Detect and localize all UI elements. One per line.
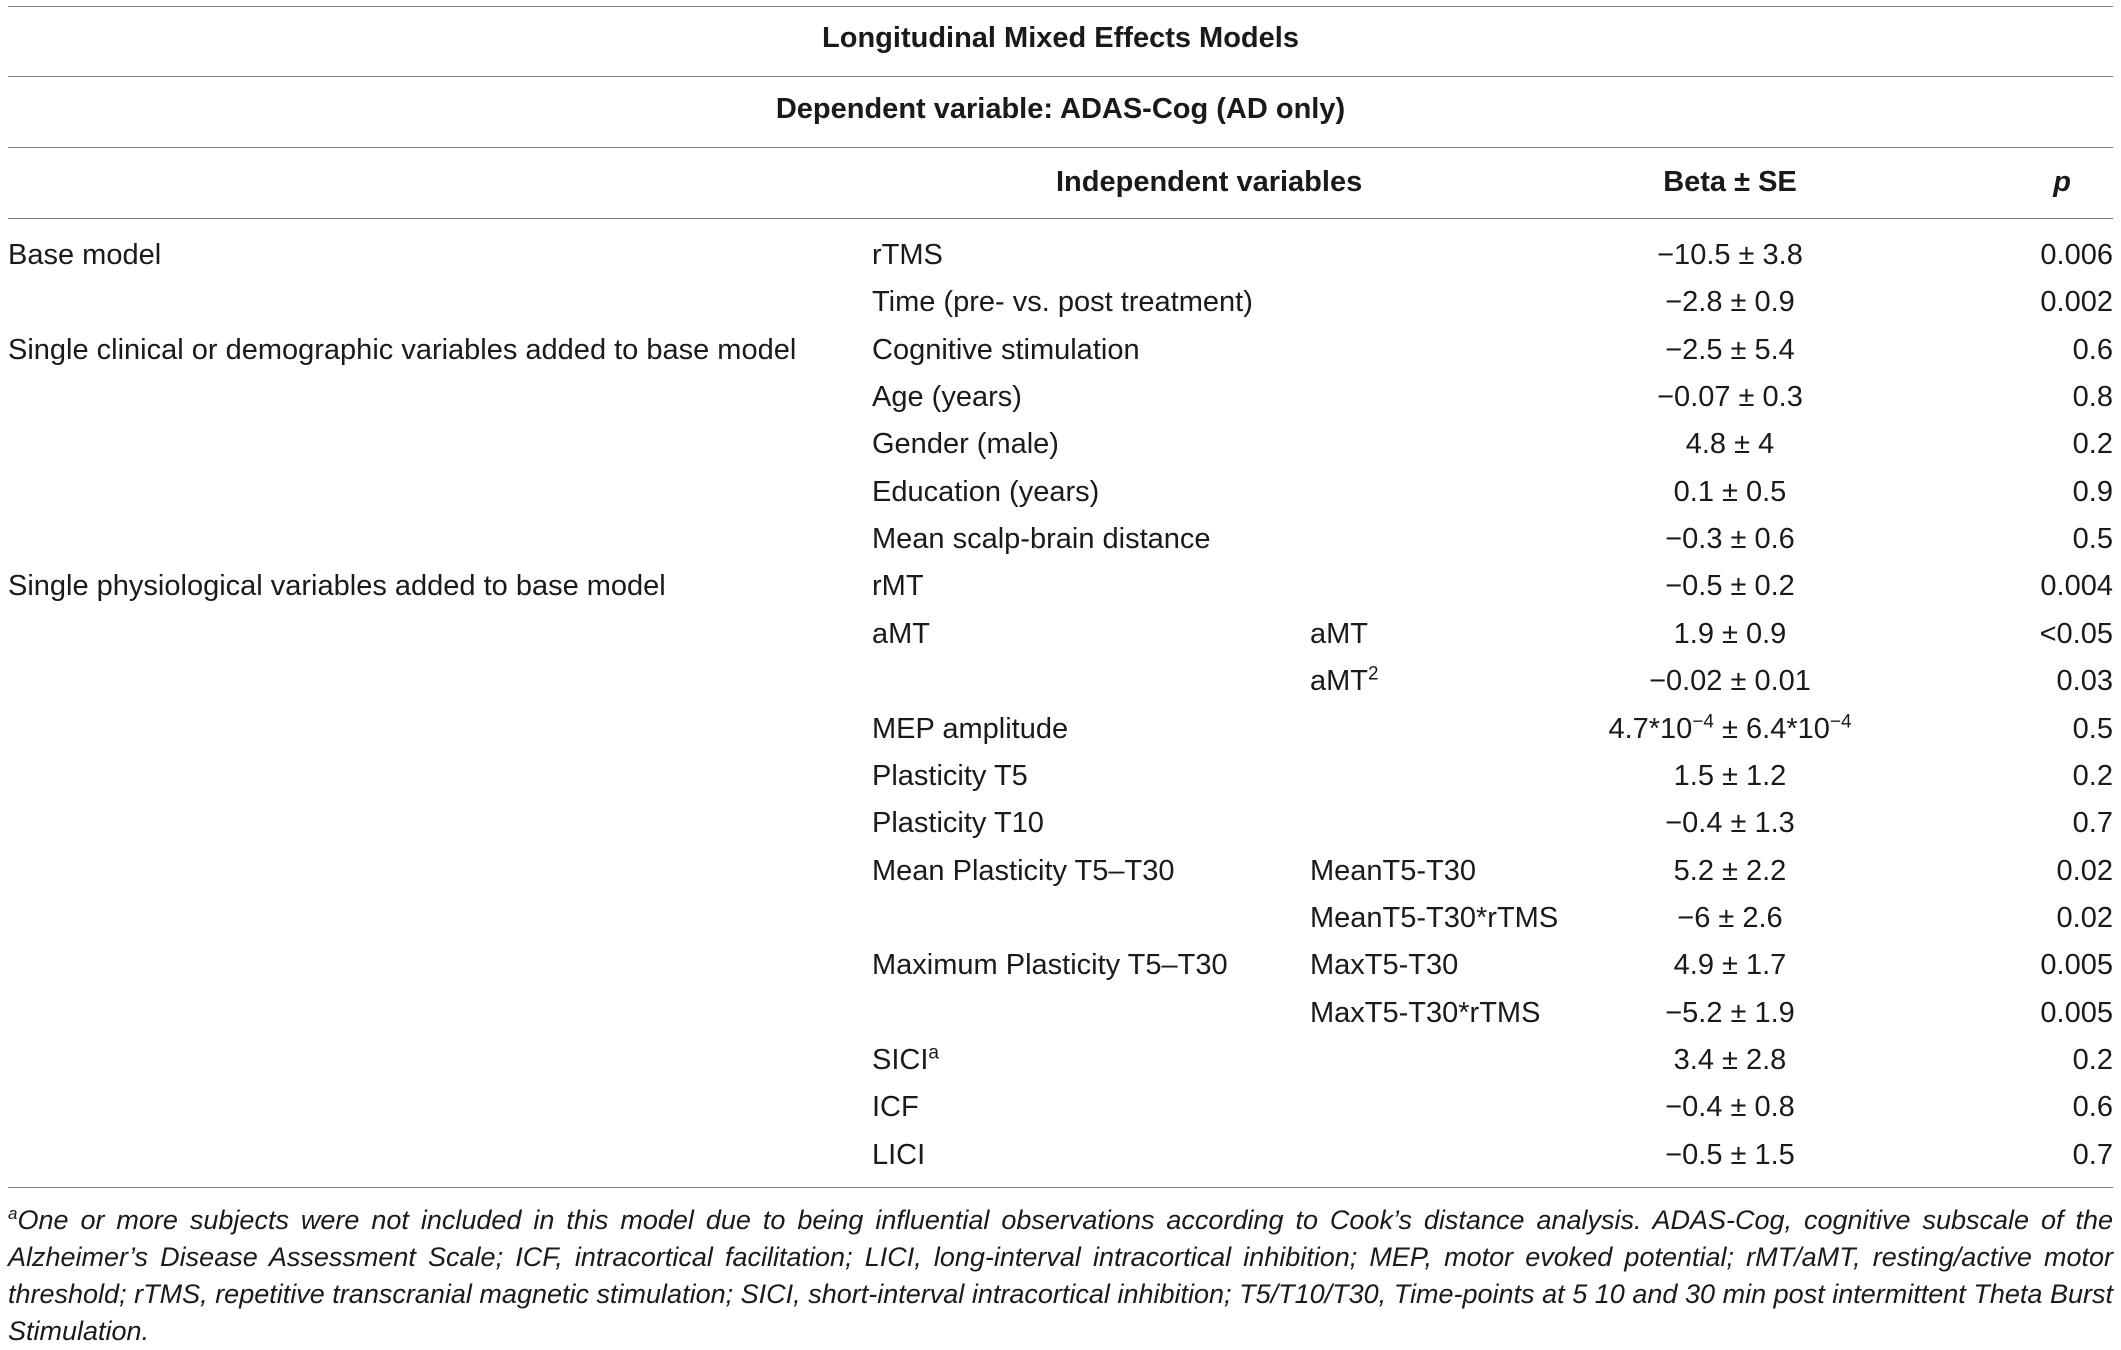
row-variable bbox=[872, 848, 1175, 895]
row-variable-text: Age (years) bbox=[872, 381, 1022, 414]
row-variable bbox=[872, 800, 1044, 847]
row-p-value bbox=[2073, 753, 2113, 800]
row-sub-variable bbox=[1310, 990, 1540, 1037]
row-beta-se bbox=[1580, 800, 1880, 847]
row-sub-variable bbox=[1310, 658, 1379, 705]
table-row bbox=[0, 232, 2121, 279]
row-beta-se-text: −0.4 ± 0.8 bbox=[1665, 1091, 1795, 1124]
table-row bbox=[0, 421, 2121, 468]
row-variable-text: Education (years) bbox=[872, 475, 1100, 508]
row-variable-text: LICI bbox=[872, 1138, 926, 1171]
row-group-label-text: Base model bbox=[8, 239, 162, 271]
row-beta-se bbox=[1580, 516, 1880, 563]
row-sub-variable-superscript: 2 bbox=[1368, 663, 1379, 685]
row-beta-se-text: −2.8 ± 0.9 bbox=[1665, 286, 1795, 319]
row-p-value bbox=[2073, 1132, 2113, 1179]
row-beta-se-text: 1.5 ± 1.2 bbox=[1673, 759, 1787, 792]
row-p-value-text: 0.2 bbox=[2072, 759, 2113, 792]
row-sub-variable bbox=[1310, 848, 1476, 895]
row-variable bbox=[872, 1037, 939, 1084]
table-row bbox=[0, 1037, 2121, 1084]
row-sub-variable bbox=[1310, 942, 1458, 989]
row-beta-se bbox=[1580, 1084, 1880, 1131]
row-p-value-text: 0.002 bbox=[2040, 286, 2113, 319]
row-variable bbox=[872, 611, 930, 658]
footnote-marker: a bbox=[8, 1204, 18, 1223]
row-p-value-text: 0.7 bbox=[2072, 807, 2113, 840]
row-beta-se bbox=[1580, 279, 1880, 326]
row-group-label-text: Single clinical or demographic variables added to base model bbox=[8, 333, 797, 366]
row-beta-se-text: −10.5 ± 3.8 bbox=[1657, 239, 1803, 271]
row-beta-se bbox=[1580, 990, 1880, 1037]
table-row bbox=[0, 516, 2121, 563]
row-variable-text: Plasticity T10 bbox=[872, 807, 1044, 840]
row-group-label bbox=[8, 327, 796, 374]
row-p-value-text: 0.9 bbox=[2072, 475, 2113, 508]
row-p-value bbox=[2073, 327, 2113, 374]
table-row bbox=[0, 279, 2121, 326]
row-variable bbox=[872, 421, 1059, 468]
table-row bbox=[0, 611, 2121, 658]
row-variable-text: rTMS bbox=[872, 239, 943, 271]
row-variable-text: Gender (male) bbox=[872, 428, 1059, 461]
row-p-value-text: 0.6 bbox=[2072, 1091, 2113, 1124]
row-beta-se-text: −5.2 ± 1.9 bbox=[1665, 996, 1795, 1029]
row-variable-text: Maximum Plasticity T5–T30 bbox=[872, 949, 1228, 982]
table-row bbox=[0, 848, 2121, 895]
row-variable bbox=[872, 563, 924, 610]
row-variable-text: Mean Plasticity T5–T30 bbox=[872, 854, 1175, 887]
title-rule bbox=[8, 76, 2113, 77]
row-sub-variable-text: MeanT5-T30*rTMS bbox=[1310, 901, 1559, 934]
table-row bbox=[0, 1084, 2121, 1131]
row-beta-se bbox=[1580, 895, 1880, 942]
row-beta-se-text: −2.5 ± 5.4 bbox=[1665, 333, 1795, 366]
row-p-value bbox=[2073, 469, 2113, 516]
table-row bbox=[0, 800, 2121, 847]
table-row bbox=[0, 1132, 2121, 1179]
row-p-value-text: 0.2 bbox=[2072, 1043, 2113, 1076]
row-variable bbox=[872, 374, 1022, 421]
row-beta-se bbox=[1580, 232, 1880, 279]
row-group-label bbox=[8, 232, 161, 279]
row-variable bbox=[872, 327, 1140, 374]
row-beta-se bbox=[1580, 848, 1880, 895]
table-row bbox=[0, 895, 2121, 942]
row-beta-se-text: −0.02 ± 0.01 bbox=[1649, 665, 1811, 698]
row-p-value bbox=[2073, 421, 2113, 468]
row-variable-text: Plasticity T5 bbox=[872, 759, 1028, 792]
bottom-rule bbox=[8, 1187, 2113, 1188]
row-variable-text: SICI bbox=[872, 1043, 929, 1076]
row-p-value-text: 0.6 bbox=[2072, 333, 2113, 366]
row-variable bbox=[872, 279, 1253, 326]
row-variable-text: rMT bbox=[872, 570, 924, 603]
row-p-value-text: 0.02 bbox=[2056, 854, 2113, 887]
row-sub-variable bbox=[1310, 895, 1558, 942]
row-variable-text: MEP amplitude bbox=[872, 712, 1069, 745]
row-sub-variable-text: aMT bbox=[1310, 665, 1368, 698]
row-variable-text: ICF bbox=[872, 1091, 919, 1124]
row-beta-se-text: 1.9 ± 0.9 bbox=[1673, 617, 1787, 650]
row-sub-variable bbox=[1310, 611, 1368, 658]
row-p-value-text: 0.5 bbox=[2072, 712, 2113, 745]
row-beta-se bbox=[1580, 374, 1880, 421]
row-variable bbox=[872, 753, 1028, 800]
row-p-value-text: 0.005 bbox=[2040, 996, 2113, 1029]
row-variable bbox=[872, 706, 1068, 753]
row-beta-se bbox=[1580, 563, 1880, 610]
row-group-label bbox=[8, 563, 666, 610]
row-beta-se bbox=[1580, 1037, 1880, 1084]
table-top-rule bbox=[8, 6, 2113, 7]
table-row bbox=[0, 990, 2121, 1037]
row-p-value bbox=[2073, 1037, 2113, 1084]
row-p-value bbox=[2073, 800, 2113, 847]
table-row bbox=[0, 658, 2121, 705]
row-p-value-text: 0.004 bbox=[2040, 570, 2113, 603]
header-rule bbox=[8, 218, 2113, 219]
row-beta-se-text: −0.5 ± 0.2 bbox=[1665, 570, 1795, 603]
row-beta-se bbox=[1580, 1132, 1880, 1179]
table-row bbox=[0, 374, 2121, 421]
row-variable-text: Time (pre- vs. post treatment) bbox=[872, 286, 1253, 319]
row-p-value bbox=[2073, 374, 2113, 421]
row-p-value bbox=[2040, 990, 2113, 1037]
row-p-value-text: 0.2 bbox=[2072, 428, 2113, 461]
row-p-value bbox=[2040, 942, 2113, 989]
row-beta-se bbox=[1580, 421, 1880, 468]
row-beta-se-text: 4.8 ± 4 bbox=[1685, 428, 1775, 461]
beta-exponent: −4 bbox=[1829, 710, 1852, 732]
row-p-value bbox=[2040, 563, 2113, 610]
row-p-value bbox=[2057, 658, 2113, 705]
row-p-value-text: 0.02 bbox=[2056, 901, 2113, 934]
footnote bbox=[8, 1202, 2113, 1350]
subtitle-rule bbox=[8, 147, 2113, 148]
row-p-value bbox=[2040, 279, 2113, 326]
row-p-value bbox=[2073, 1084, 2113, 1131]
row-p-value-text: 0.7 bbox=[2072, 1138, 2113, 1171]
table-row bbox=[0, 469, 2121, 516]
row-variable-superscript: a bbox=[928, 1042, 939, 1064]
row-sub-variable-text: MaxT5-T30*rTMS bbox=[1310, 996, 1541, 1029]
row-p-value bbox=[2040, 611, 2113, 658]
row-sub-variable-text: aMT bbox=[1310, 617, 1368, 650]
row-p-value bbox=[2073, 516, 2113, 563]
row-p-value-text: 0.5 bbox=[2072, 523, 2113, 556]
dependent-variable-heading: Dependent variable: ADAS-Cog (AD only) bbox=[775, 93, 1346, 125]
row-variable-text: Cognitive stimulation bbox=[872, 333, 1140, 366]
row-p-value-text: 0.005 bbox=[2040, 949, 2113, 982]
row-variable bbox=[872, 942, 1228, 989]
row-beta-se bbox=[1580, 469, 1880, 516]
row-beta-se-text: −0.4 ± 1.3 bbox=[1665, 807, 1795, 840]
row-p-value bbox=[2057, 895, 2113, 942]
row-beta-se bbox=[1580, 942, 1880, 989]
row-variable bbox=[872, 232, 943, 279]
table-row bbox=[0, 563, 2121, 610]
row-p-value bbox=[2073, 706, 2113, 753]
row-p-value-text: <0.05 bbox=[2039, 617, 2113, 650]
row-p-value-text: 0.006 bbox=[2040, 239, 2113, 271]
row-variable bbox=[872, 516, 1211, 563]
header-p: p bbox=[2053, 166, 2071, 198]
row-variable bbox=[872, 1084, 919, 1131]
beta-mantissa: 4.7*10 bbox=[1608, 712, 1693, 745]
table-row bbox=[0, 942, 2121, 989]
row-sub-variable-text: MaxT5-T30 bbox=[1310, 949, 1459, 982]
table-title: Longitudinal Mixed Effects Models bbox=[822, 22, 1299, 54]
row-beta-se-text: −0.07 ± 0.3 bbox=[1657, 381, 1803, 414]
row-beta-se bbox=[1580, 611, 1880, 658]
row-beta-se-text: 3.4 ± 2.8 bbox=[1673, 1043, 1787, 1076]
row-beta-se-text: −0.3 ± 0.6 bbox=[1665, 523, 1795, 556]
row-beta-se bbox=[1580, 753, 1880, 800]
row-variable bbox=[872, 1132, 925, 1179]
row-p-value bbox=[2040, 232, 2113, 279]
row-variable bbox=[872, 469, 1099, 516]
beta-mantissa: ± 6.4*10 bbox=[1713, 712, 1830, 745]
beta-exponent: −4 bbox=[1692, 710, 1714, 732]
row-p-value-text: 0.03 bbox=[2056, 665, 2113, 698]
row-beta-se-text: 5.2 ± 2.2 bbox=[1673, 854, 1787, 887]
table-row bbox=[0, 706, 2121, 753]
table-row bbox=[0, 327, 2121, 374]
row-p-value bbox=[2057, 848, 2113, 895]
table-row bbox=[0, 753, 2121, 800]
row-beta-se-text: 0.1 ± 0.5 bbox=[1673, 475, 1787, 508]
row-beta-se-text: −0.5 ± 1.5 bbox=[1665, 1138, 1795, 1171]
row-group-label-text: Single physiological variables added to base model bbox=[8, 570, 666, 603]
row-beta-se bbox=[1580, 327, 1880, 374]
header-beta-se: Beta ± SE bbox=[1663, 166, 1797, 198]
row-variable-text: aMT bbox=[872, 617, 930, 650]
row-beta-se bbox=[1580, 658, 1880, 705]
row-variable-text: Mean scalp-brain distance bbox=[872, 523, 1211, 556]
row-p-value-text: 0.8 bbox=[2072, 381, 2113, 414]
row-beta-se bbox=[1580, 706, 1880, 753]
footnote-text: One or more subjects were not included in this model due to being influential observations according to Cook’s distance analysis. ADAS-Cog, cognitive subscale of the Alzheimer’s Disease Assessment Scale; ICF, intracortical facilitation; LICI, long-interval intracortical inhibition; MEP, motor evoked potential; rMT/aMT, resting/active motor threshold; rTMS, repetitive transcranial magnetic stimulation; SICI, short-interval intracortical inhibition; T5/T10/T30, Time-points at 5 10 and 30 min post intermittent Theta Burst Stimulation. bbox=[8, 1205, 2113, 1346]
row-beta-se-text: −6 ± 2.6 bbox=[1677, 901, 1783, 934]
row-sub-variable-text: MeanT5-T30 bbox=[1310, 854, 1477, 887]
header-independent-variables: Independent variables bbox=[1056, 166, 1363, 198]
row-beta-se-text: 4.9 ± 1.7 bbox=[1673, 949, 1787, 982]
